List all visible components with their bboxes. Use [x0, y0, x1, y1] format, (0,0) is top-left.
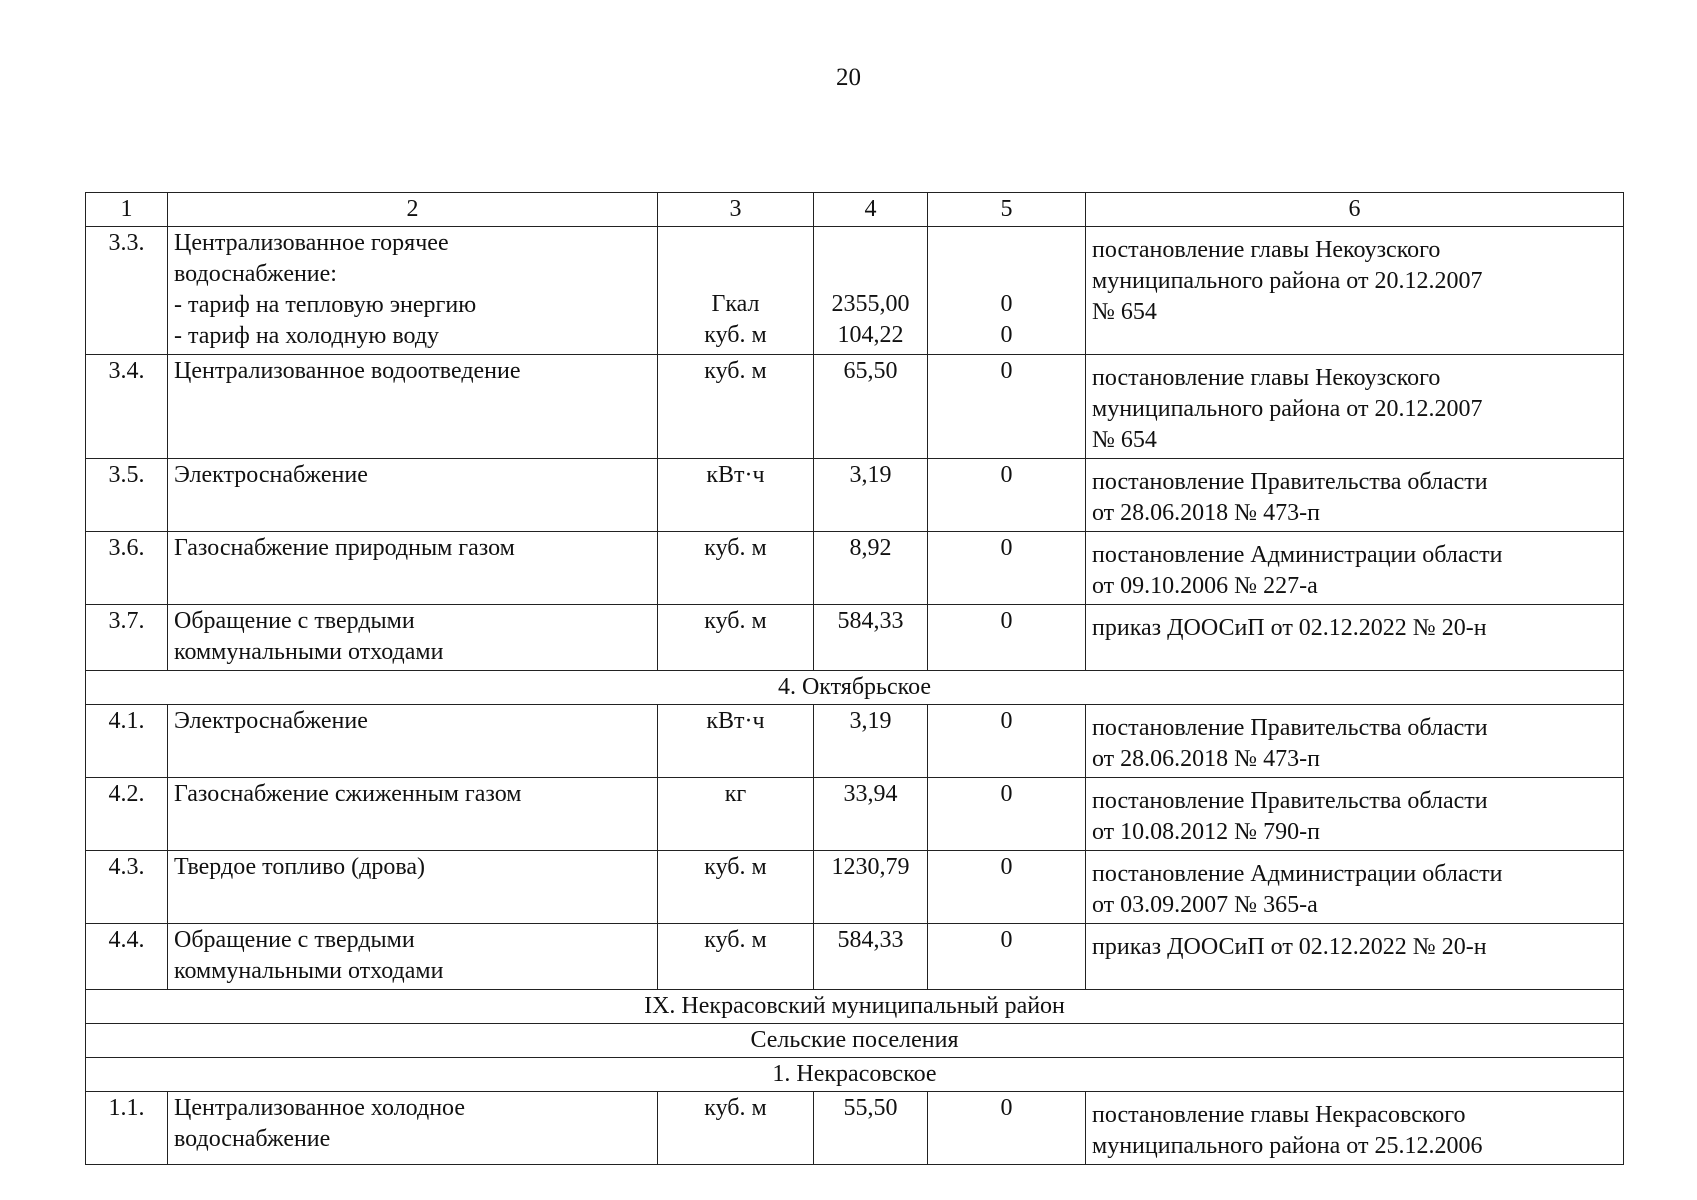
service-name-line: Централизованное водоотведение — [174, 358, 521, 384]
tariff-value — [814, 532, 928, 605]
table-row — [86, 605, 1624, 671]
column-5-value-line: 0 — [1000, 358, 1013, 384]
service-name-line: коммунальными отходами — [174, 639, 444, 665]
unit — [658, 1092, 814, 1165]
legal-basis-line: муниципального района от 20.12.2007 — [1092, 268, 1483, 294]
tariff-value — [814, 605, 928, 671]
service-name — [168, 605, 658, 671]
service-name — [168, 851, 658, 924]
table-row — [86, 924, 1624, 990]
tariff-value-line: 3,19 — [849, 708, 892, 734]
table-row — [86, 851, 1624, 924]
tariff-value — [814, 227, 928, 355]
section-title: IX. Некрасовский муниципальный район — [86, 990, 1624, 1024]
column-5-value-line: 0 — [1000, 462, 1013, 488]
tariff-value — [814, 459, 928, 532]
column-5-value — [928, 1092, 1086, 1165]
table-row — [86, 1092, 1624, 1165]
legal-basis-line: постановление главы Некрасовского — [1092, 1102, 1466, 1128]
legal-basis-line: муниципального района от 20.12.2007 — [1092, 396, 1483, 422]
column-5-value-line: 0 — [1000, 322, 1013, 348]
legal-basis-line: от 28.06.2018 № 473-п — [1092, 746, 1320, 772]
column-5-value — [928, 605, 1086, 671]
column-5-value — [928, 778, 1086, 851]
tariff-value — [814, 705, 928, 778]
unit — [658, 532, 814, 605]
tariff-value-line: 3,19 — [849, 462, 892, 488]
service-name — [168, 532, 658, 605]
unit — [658, 851, 814, 924]
legal-basis-line: постановление Администрации области — [1092, 542, 1503, 568]
row-number: 3.4. — [86, 355, 168, 459]
unit — [658, 778, 814, 851]
unit-line: куб. м — [704, 608, 767, 634]
legal-basis-line: от 28.06.2018 № 473-п — [1092, 500, 1320, 526]
tariff-value — [814, 1092, 928, 1165]
column-5-value — [928, 532, 1086, 605]
header-cell: 6 — [1086, 193, 1624, 227]
header-cell: 1 — [86, 193, 168, 227]
row-number: 4.3. — [86, 851, 168, 924]
tariff-value — [814, 924, 928, 990]
column-5-value — [928, 227, 1086, 355]
unit-line: кВт·ч — [706, 462, 765, 488]
legal-basis-line: постановление главы Некоузского — [1092, 365, 1441, 391]
legal-basis-line: постановление Правительства области — [1092, 469, 1488, 495]
service-name — [168, 355, 658, 459]
service-name-line: Твердое топливо (дрова) — [174, 854, 426, 880]
table-row — [86, 227, 1624, 355]
service-name-line: Централизованное холодное — [174, 1095, 465, 1121]
section-title: 1. Некрасовское — [86, 1058, 1624, 1092]
service-name-line: Газоснабжение природным газом — [174, 535, 515, 561]
tariff-value-line: 2355,00 — [831, 291, 910, 317]
service-name-line: Электроснабжение — [174, 708, 368, 734]
row-number: 4.2. — [86, 778, 168, 851]
table-row — [86, 705, 1624, 778]
unit — [658, 459, 814, 532]
unit-line: куб. м — [704, 358, 767, 384]
service-name — [168, 227, 658, 355]
section-row — [86, 1024, 1624, 1058]
tariff-value-line: 8,92 — [849, 535, 892, 561]
column-5-value-line: 0 — [1000, 781, 1013, 807]
legal-basis — [1086, 778, 1624, 851]
unit-line: кг — [724, 781, 747, 807]
column-5-value-line: 0 — [1000, 1095, 1013, 1121]
legal-basis-line: от 09.10.2006 № 227-а — [1092, 573, 1318, 599]
column-5-value — [928, 924, 1086, 990]
row-number: 3.3. — [86, 227, 168, 355]
unit-line: Гкал — [711, 291, 760, 317]
tariff-value-line: 65,50 — [843, 358, 898, 384]
tariff-value-line: 33,94 — [843, 781, 898, 807]
service-name-line: Централизованное горячее — [174, 230, 449, 256]
tariff-table — [85, 192, 1624, 1165]
row-number: 3.7. — [86, 605, 168, 671]
column-5-value — [928, 851, 1086, 924]
service-name — [168, 1092, 658, 1165]
unit-line: кВт·ч — [706, 708, 765, 734]
row-number: 3.6. — [86, 532, 168, 605]
legal-basis — [1086, 924, 1624, 990]
header-row — [86, 193, 1624, 227]
unit — [658, 605, 814, 671]
service-name-line: - тариф на тепловую энергию — [174, 292, 477, 318]
legal-basis-line: постановление Правительства области — [1092, 715, 1488, 741]
tariff-value — [814, 851, 928, 924]
service-name-line: водоснабжение — [174, 1126, 331, 1152]
header-cell: 4 — [814, 193, 928, 227]
tariff-value-line: 55,50 — [843, 1095, 898, 1121]
unit — [658, 705, 814, 778]
legal-basis — [1086, 851, 1624, 924]
unit-line: куб. м — [704, 322, 767, 348]
legal-basis-line: приказ ДООСиП от 02.12.2022 № 20-н — [1092, 615, 1487, 641]
legal-basis-line: № 654 — [1092, 299, 1157, 325]
unit-line: куб. м — [704, 854, 767, 880]
section-title: 4. Октябрьское — [86, 671, 1624, 705]
unit-line: куб. м — [704, 1095, 767, 1121]
service-name-line: Электроснабжение — [174, 462, 368, 488]
legal-basis — [1086, 532, 1624, 605]
row-number: 3.5. — [86, 459, 168, 532]
row-number: 1.1. — [86, 1092, 168, 1165]
section-row — [86, 990, 1624, 1024]
section-row — [86, 1058, 1624, 1092]
column-5-value — [928, 355, 1086, 459]
legal-basis — [1086, 605, 1624, 671]
service-name-line: Обращение с твердыми — [174, 608, 415, 634]
page-number: 20 — [836, 64, 861, 91]
tariff-value-line: 1230,79 — [831, 854, 910, 880]
legal-basis-line: от 03.09.2007 № 365-а — [1092, 892, 1318, 918]
legal-basis-line: приказ ДООСиП от 02.12.2022 № 20-н — [1092, 934, 1487, 960]
service-name — [168, 459, 658, 532]
tariff-value-line: 584,33 — [837, 608, 904, 634]
row-number: 4.1. — [86, 705, 168, 778]
legal-basis — [1086, 227, 1624, 355]
column-5-value — [928, 459, 1086, 532]
service-name-line: коммунальными отходами — [174, 958, 444, 984]
legal-basis — [1086, 355, 1624, 459]
unit-line: куб. м — [704, 927, 767, 953]
unit — [658, 355, 814, 459]
table-row — [86, 355, 1624, 459]
legal-basis-line: муниципального района от 25.12.2006 — [1092, 1133, 1483, 1159]
legal-basis — [1086, 1092, 1624, 1165]
service-name — [168, 924, 658, 990]
tariff-value-line: 104,22 — [837, 322, 904, 348]
header-cell: 2 — [168, 193, 658, 227]
column-5-value-line: 0 — [1000, 535, 1013, 561]
row-number: 4.4. — [86, 924, 168, 990]
service-name — [168, 705, 658, 778]
column-5-value-line: 0 — [1000, 608, 1013, 634]
column-5-value-line: 0 — [1000, 854, 1013, 880]
legal-basis-line: от 10.08.2012 № 790-п — [1092, 819, 1320, 845]
tariff-value-line: 584,33 — [837, 927, 904, 953]
table-row — [86, 532, 1624, 605]
tariff-value — [814, 778, 928, 851]
column-5-value-line: 0 — [1000, 291, 1013, 317]
unit-line: куб. м — [704, 535, 767, 561]
table-row — [86, 459, 1624, 532]
column-5-value-line: 0 — [1000, 708, 1013, 734]
unit — [658, 924, 814, 990]
tariff-value — [814, 355, 928, 459]
column-5-value — [928, 705, 1086, 778]
service-name-line: Обращение с твердыми — [174, 927, 415, 953]
legal-basis — [1086, 705, 1624, 778]
service-name — [168, 778, 658, 851]
section-title: Сельские поселения — [86, 1024, 1624, 1058]
section-row — [86, 671, 1624, 705]
legal-basis-line: постановление Правительства области — [1092, 788, 1488, 814]
legal-basis-line: постановление главы Некоузского — [1092, 237, 1441, 263]
legal-basis-line: постановление Администрации области — [1092, 861, 1503, 887]
header-cell: 3 — [658, 193, 814, 227]
header-cell: 5 — [928, 193, 1086, 227]
legal-basis — [1086, 459, 1624, 532]
service-name-line: - тариф на холодную воду — [174, 323, 440, 349]
legal-basis-line: № 654 — [1092, 427, 1157, 453]
unit — [658, 227, 814, 355]
column-5-value-line: 0 — [1000, 927, 1013, 953]
service-name-line: водоснабжение: — [174, 261, 337, 287]
service-name-line: Газоснабжение сжиженным газом — [174, 781, 522, 807]
table-row — [86, 778, 1624, 851]
